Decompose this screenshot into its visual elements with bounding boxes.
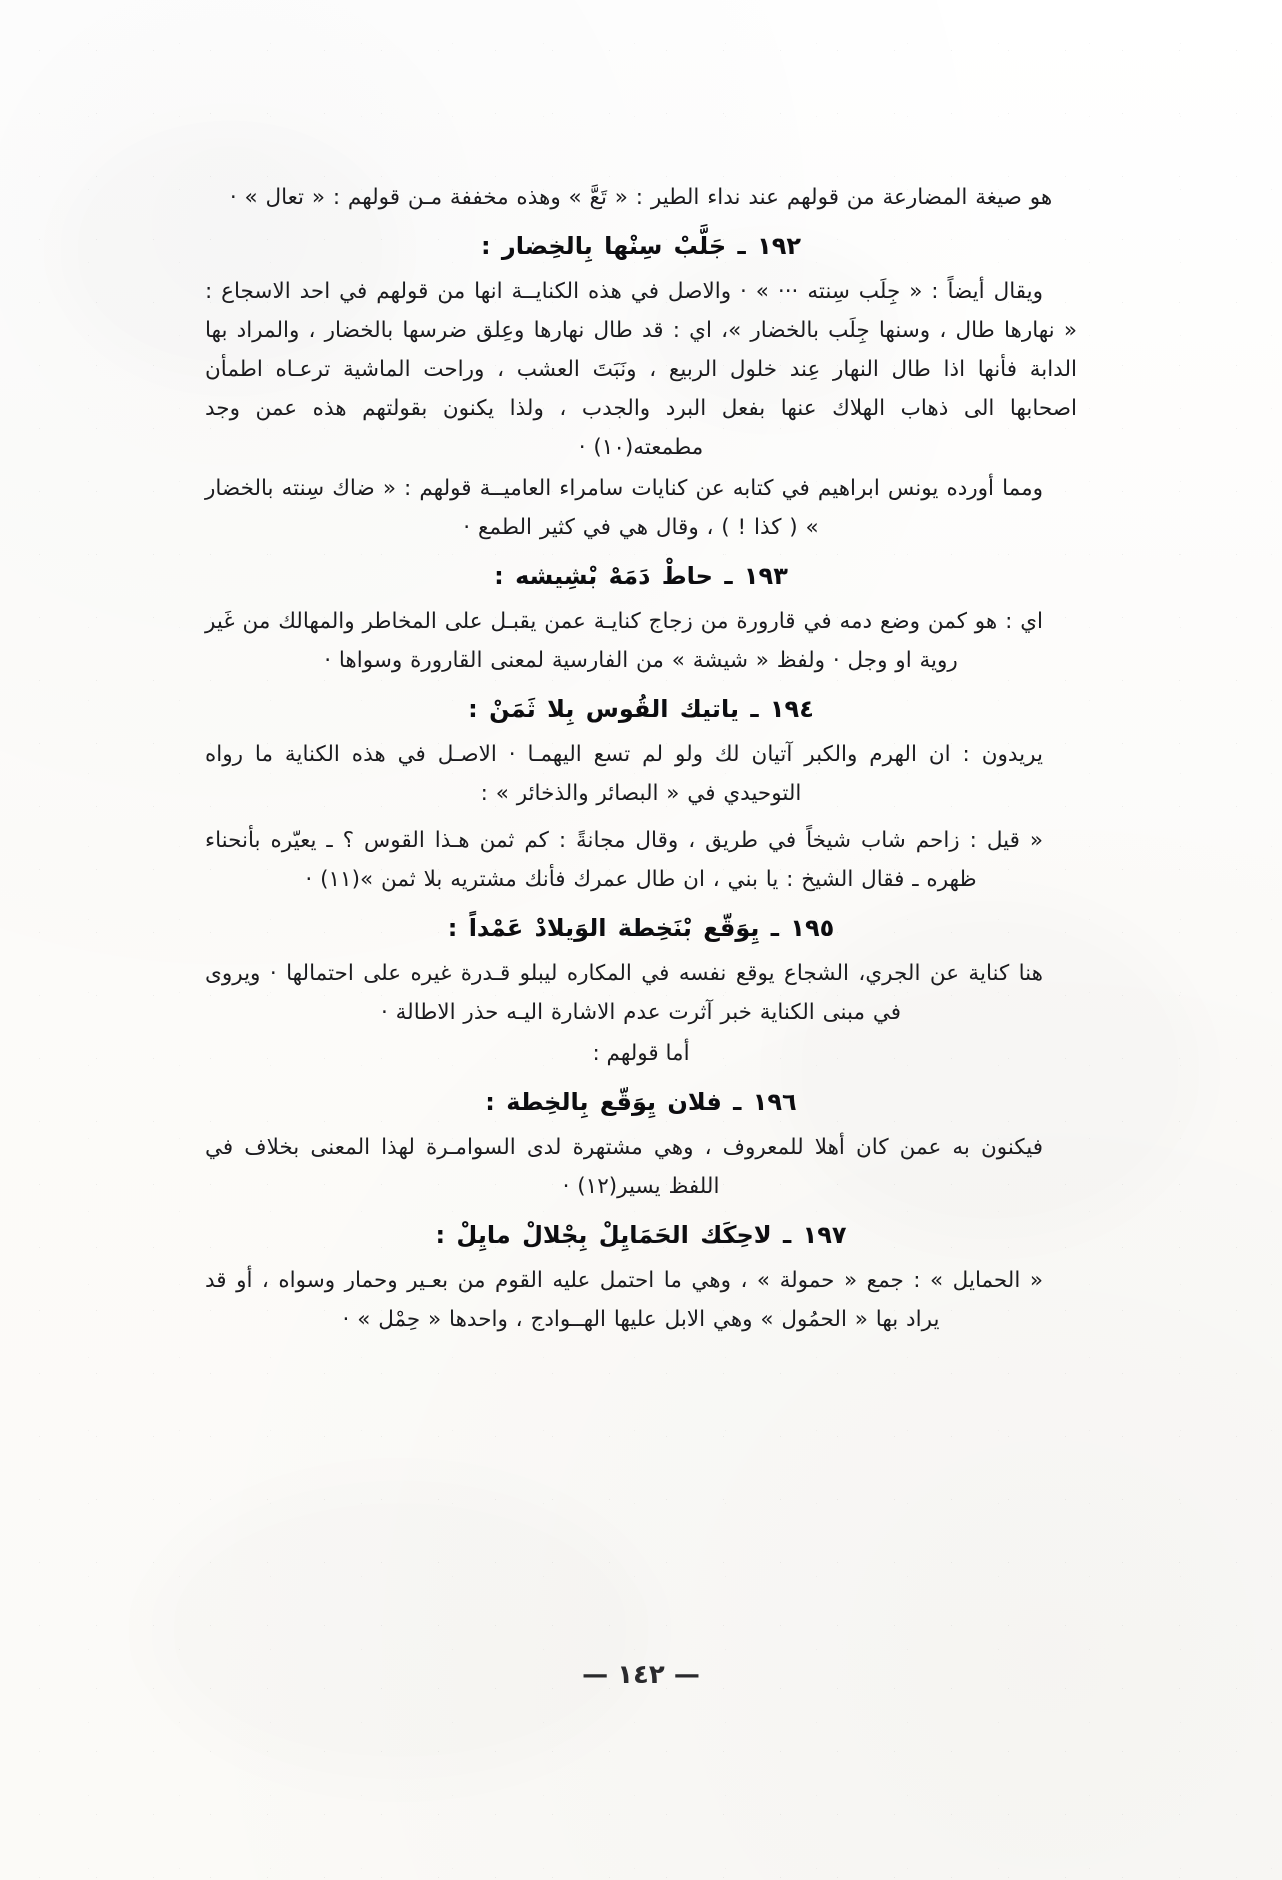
entry-heading-196: ١٩٦ ـ فلان يِوَقّع بِالخِطة : bbox=[485, 1088, 797, 1116]
entry-heading-195: ١٩٥ ـ يِوَقّع بْنَخِطة الوَيلادْ عَمْداً : bbox=[447, 914, 835, 942]
entry-194-paragraph-1: يريدون : ان الهرم والكبر آتيان لك ولو لم تسع اليهمـا · الاصـل في هذه الكناية ما رواه التوحيدي في « البصائر والذخائر » : bbox=[205, 742, 1043, 806]
entry-heading-197: ١٩٧ ـ لاحِكَك الحَمَايِلْ بِجْلالْ مايِلْ : bbox=[435, 1221, 847, 1249]
intro-paragraph: هو صيغة المضارعة من قولهم عند نداء الطير : « تَعَّ » وهذه مخففة مـن قولهم : « تعال » · bbox=[229, 185, 1053, 210]
entry-195-lead-line: أما قولهم : bbox=[592, 1041, 690, 1066]
scan-blotch bbox=[150, 1480, 650, 1780]
entry-192-paragraph-2: ومما أورده يونس ابراهيم في كتابه عن كنايات سامراء العاميــة قولهم : « ضاك سِنته بالخضار » ( كذا ! ) ، وقال هي في كثير الطمع · bbox=[205, 476, 1043, 540]
entry-heading-193: ١٩٣ ـ حاطْ دَمَهْ بْشِيشه : bbox=[494, 562, 788, 590]
entry-197-paragraph-1: « الحمايل » : جمع « حمولة » ، وهي ما احتمل عليه القوم من بعـير وحمار وسواه ، أو قد يراد بها « الحمُول » وهي الابل عليها الهــوادج ، واحدها « حِمْل » · bbox=[205, 1268, 1043, 1332]
page-number: — ١٤٢ — bbox=[582, 1660, 700, 1690]
entry-192-paragraph-1: ويقال أيضاً : « جِلَب سِنته ··· » · والاصل في هذه الكنايــة انها من قولهم في احد الاسجاع : « نهارها طال ، وسنها جِلَب بالخضار »، اي : قد طال نهارها وعِلق ضرسها بالخضار ، والمراد بها الدابة فأنها اذا طال النهار عِند خلول الربيع ، ونَبَتَ العشب ، وراحت الماشية ترعـاه اطمأن اصحابها الى ذهاب الهلاك عنها بفعل البرد والجدب ، ولذا يكنون بقولتهم هذه عمن وجد مطمعته(١٠) · bbox=[205, 279, 1077, 460]
entry-heading-192: ١٩٢ ـ جَلَّبْ سِنْها بِالخِضار : bbox=[480, 232, 802, 260]
entry-196-paragraph-1: فيكنون به عمن كان أهلا للمعروف ، وهي مشتهرة لدى السوامـرة لهذا المعنى بخلاف في اللفظ يسير(١٢) · bbox=[205, 1135, 1043, 1199]
entry-194-quote: « قيل : زاحم شاب شيخاً في طريق ، وقال مجانةً : كم ثمن هـذا القوس ؟ ـ يعيّره بأنحناء ظهره ـ فقال الشيخ : يا بني ، ان طال عمرك فأنك مشتريه بلا ثمن »(١١) · bbox=[205, 828, 1043, 892]
entry-195-paragraph-1: هنا كناية عن الجري، الشجاع يوقع نفسه في المكاره ليبلو قـدرة غيره على احتمالها · ويروى في مبنى الكناية خبر آثرت عدم الاشارة اليـه حذر الاطالة · bbox=[205, 961, 1043, 1025]
entry-193-paragraph-1: اي : هو كمن وضع دمه في قارورة من زجاج كنايـة عمن يقبـل على المخاطر والمهالك من غَير روية او وجل · ولفظ « شيشة » من الفارسية لمعنى القارورة وسواها · bbox=[205, 609, 1043, 673]
entry-heading-194: ١٩٤ ـ ياتيك القُوس بِلا ثَمَنْ : bbox=[468, 695, 814, 723]
page-text-block bbox=[205, 178, 1077, 1341]
